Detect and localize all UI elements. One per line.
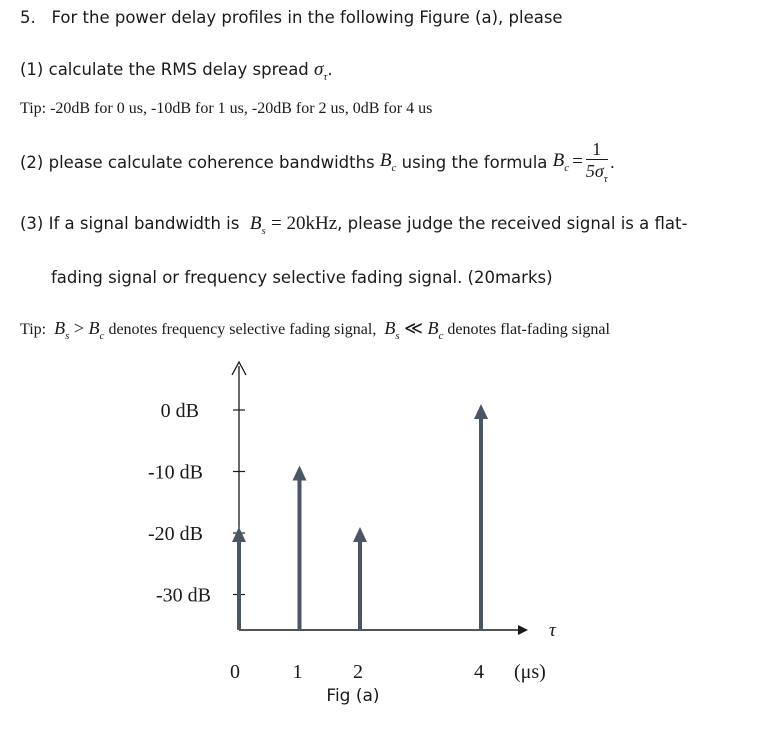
- x-tick-label: 2: [353, 661, 363, 683]
- bars: [232, 404, 488, 630]
- y-tick-label: 0 dB: [160, 400, 199, 422]
- signal-bw-value: = 20kHz: [271, 213, 338, 234]
- bar-2us: [353, 527, 367, 630]
- x-axis-unit-label: (μs): [514, 661, 546, 683]
- y-tick-label: -20 dB: [148, 523, 203, 545]
- part-2-text-b: using the formula: [401, 152, 548, 172]
- tip-2-cond1: $B_s > B_c$: [54, 318, 105, 342]
- formula-numerator: 1: [586, 139, 608, 160]
- tip-2-cond2: $B_s$ ≪ $B_c$: [384, 318, 444, 342]
- part-1-end: .: [327, 60, 333, 79]
- signal-bw-symbol: $B_s$: [249, 213, 266, 237]
- x-tick-label: 1: [292, 661, 303, 683]
- bar-arrowhead-icon: [474, 404, 488, 419]
- part-2-end: .: [609, 152, 615, 172]
- part-2-text-a: (2) please calculate coherence bandwidths: [20, 152, 375, 172]
- x-tick-label: 0: [230, 661, 240, 683]
- x-axis-symbol: τ: [549, 620, 556, 641]
- y-ticks: [148, 400, 245, 607]
- y-tick-label: -10 dB: [148, 461, 203, 484]
- question-number: 5.: [20, 8, 36, 27]
- tip-2-prefix: Tip:: [20, 321, 47, 338]
- figure-caption: Fig (a): [326, 686, 380, 706]
- bar-arrowhead-icon: [293, 466, 307, 481]
- bar-arrowhead-icon: [353, 527, 367, 542]
- part-3-line-2: fading signal or frequency selective fading signal. (20marks): [51, 268, 553, 287]
- x-tick-labels: [230, 661, 484, 683]
- coherence-bw-symbol: $B_c$: [379, 150, 397, 174]
- bar-arrowhead-icon: [232, 527, 246, 542]
- bar-1us: [293, 466, 307, 631]
- x-tick-label: 4: [474, 661, 484, 683]
- formula-denominator: $5\sigma_\tau$: [585, 160, 608, 185]
- rms-delay-symbol: $\sigma_\tau$: [314, 59, 328, 83]
- tip-1: Tip: -20dB for 0 us, -10dB for 1 us, -20dB for 2 us, 0dB for 4 us: [20, 100, 433, 117]
- tip-2-cond1-text: denotes frequency selective fading signal,: [104, 321, 377, 338]
- y-tick-label: -30 dB: [156, 584, 211, 607]
- bar-4us: [474, 404, 488, 630]
- part-3-text-b: , please judge the received signal is a flat-: [337, 214, 688, 233]
- formula-eq: =: [572, 151, 583, 172]
- part-3-text-a: (3) If a signal bandwidth is: [20, 214, 240, 233]
- tip-2-cond2-text: denotes flat-fading signal: [443, 321, 610, 338]
- bar-0us: [232, 527, 246, 630]
- part-1-text: (1) calculate the RMS delay spread: [20, 60, 309, 79]
- question-intro: For the power delay profiles in the following Figure (a), please: [51, 8, 563, 27]
- formula-lhs: $B_c$: [552, 150, 570, 174]
